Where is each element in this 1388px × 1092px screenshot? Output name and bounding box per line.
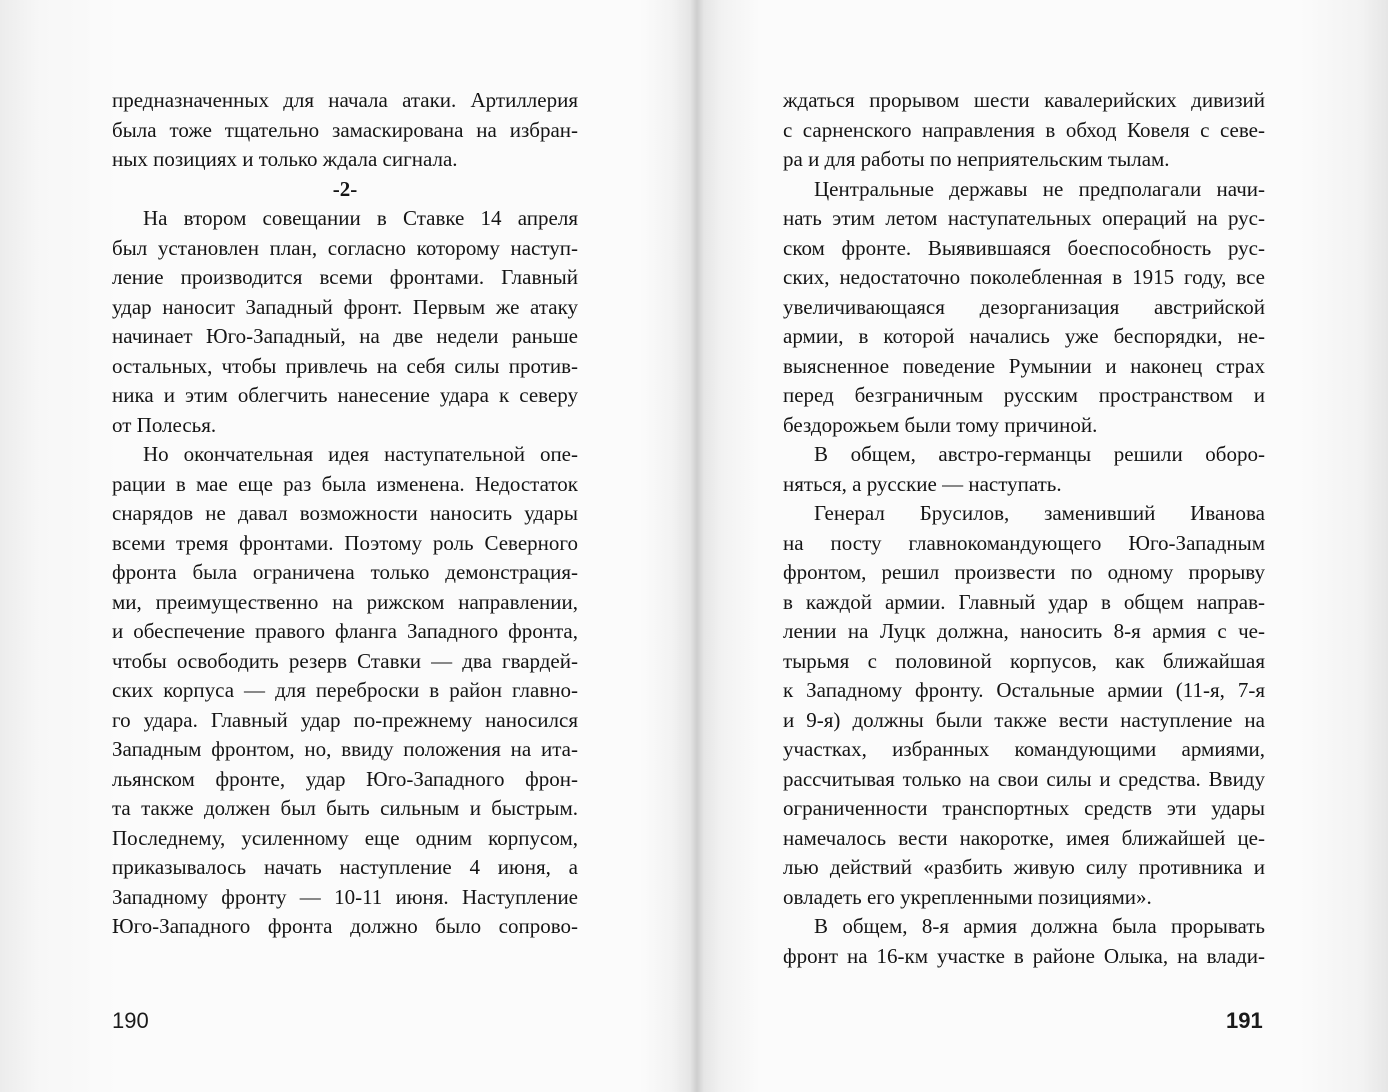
text-line: Западным фронтом, но, ввиду положения на ита- [112,737,578,761]
text-line: фронтом, решил произвести по одному прорыву [783,560,1265,584]
text-line: чтобы освободить резерв Ставки — два гвардей- [112,648,578,673]
text-line: от Полесья. [112,412,217,437]
text-line: няться, а русские — наступать. [783,471,1062,496]
text-line: намечалось вести накоротке, имея ближайшей це- [783,825,1265,850]
text-line: всеми тремя фронтами. Поэтому роль Северного [112,530,578,555]
text-line: рассчитывая только на свои силы и средства. Ввиду [783,766,1265,791]
right-page-text [783,86,1265,971]
text-line: Центральные державы не предполагали начи- [814,176,1265,201]
text-line: и обеспечение правого фланга Западного фронта, [112,619,578,643]
text-line: ских, недостаточно поколебленная в 1915 году, все [783,265,1265,289]
text-line: снарядов не давал возможности наносить удары [112,501,578,525]
text-line: и 9-я) должны были также вести наступление на [783,707,1265,732]
text-line: ских корпуса — для переброски в район главно- [112,678,578,702]
text-line: ограниченности транспортных средств эти удары [783,796,1265,820]
text-line: предназначенных для начала атаки. Артиллерия [112,88,578,112]
text-line: льянском фронте, удар Юго-Западного фрон- [112,766,578,791]
text-line: го удара. Главный удар по-прежнему наносился [112,707,578,732]
text-line: армии, в которой начались уже беспорядки, не- [783,324,1265,348]
text-line: ждаться прорывом шести кавалерийских дивизий [783,88,1265,112]
text-line: фронта была ограничена только демонстрация- [112,560,578,584]
text-line: ление производится всеми фронтами. Главный [112,265,578,289]
text-line: Последнему, усиленному еще одним корпусом, [112,825,578,850]
text-line: Но окончательная идея наступательной опе- [143,442,578,466]
text-line: Юго-Западного фронта должно было сопрово- [112,914,578,938]
text-line: приказывалось начать наступление 4 июня, а [112,855,578,879]
text-line: увеличивающаяся дезорганизация австрийской [783,294,1265,319]
text-line: на посту главнокомандующего Юго-Западным [783,530,1265,555]
text-line: фронт на 16-км участке в районе Олыка, на влади- [783,943,1265,968]
left-page-text [112,86,578,942]
text-line: На втором совещании в Ставке 14 апреля [143,206,578,230]
text-line: рации в мае еще раз была изменена. Недостаток [112,471,578,496]
text-line: удар наносит Западный фронт. Первым же атаку [112,294,578,319]
text-line: ных позициях и только ждала сигнала. [112,147,458,171]
text-line: ра и для работы по неприятельским тылам. [783,147,1170,171]
text-line: ском фронте. Выявившаяся боеспособность рус- [783,235,1265,260]
text-line: перед безграничным русским пространством и [783,383,1265,407]
text-line: ника и этим облегчить нанесение удара к северу [112,383,578,407]
text-line: была тоже тщательно замаскирована на избран- [112,117,578,142]
text-line: ми, преимущественно на рижском направлении, [112,589,578,614]
text-line: бездорожьем были тому причиной. [783,412,1098,437]
page-number-left: 190 [112,1008,149,1033]
page-number-right: 191 [1226,1008,1263,1033]
text-line: с сарненского направления в обход Ковеля с севе- [783,117,1265,142]
text-line: к Западному фронту. Остальные армии (11-я, 7-я [783,678,1265,702]
section-heading: -2- [332,176,358,201]
text-line: был установлен план, согласно которому наступ- [112,235,578,260]
text-line: лении на Луцк должна, наносить 8-я армия с че- [783,619,1265,643]
text-line: та также должен был быть сильным и быстрым. [112,796,578,820]
text-line: Генерал Брусилов, заменивший Иванова [814,501,1265,525]
text-line: участках, избранных командующими армиями, [783,737,1265,761]
text-line: в каждой армии. Главный удар в общем направ- [783,589,1265,614]
text-line: тырьмя с половиной корпусов, как ближайшая [783,648,1265,673]
text-line: начинает Юго-Западный, на две недели раньше [112,324,578,348]
text-line: В общем, австро-германцы решили оборо- [814,442,1265,466]
text-line: овладеть его укрепленными позициями». [783,884,1152,909]
text-line: остальных, чтобы привлечь на себя силы против- [112,353,578,378]
text-line: В общем, 8-я армия должна была прорывать [814,914,1265,938]
text-line: лью действий «разбить живую силу противника и [783,855,1265,879]
text-line: Западному фронту — 10-11 июня. Наступление [112,884,578,909]
text-line: нать этим летом наступательных операций на рус- [783,206,1265,230]
book-gutter [672,0,722,1092]
text-line: выясненное поведение Румынии и наконец страх [783,353,1265,378]
